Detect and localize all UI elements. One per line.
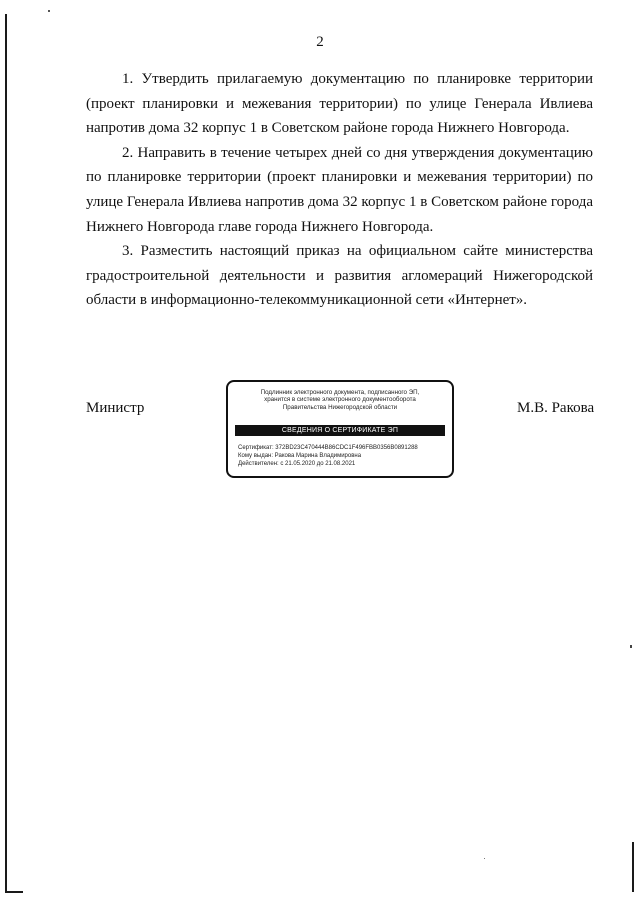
right-margin-line [632, 842, 634, 892]
document-body [86, 67, 593, 313]
electronic-signature-stamp [226, 380, 454, 478]
stamp-validity: Действителен: с 21.05.2020 до 21.08.2021 [238, 461, 356, 467]
scan-speck [630, 645, 632, 648]
left-margin-foot-line [5, 891, 23, 893]
stamp-header-line: хранится в системе электронного документооборота [264, 396, 416, 404]
paragraph-3: 3. Разместить настоящий приказ на официальном сайте министерства градостроительной деятельности и развития агломераций Нижегородской области в информационно-телекоммуникационной сети «Интернет». [86, 243, 593, 309]
page-number: 2 [316, 34, 324, 50]
stamp-certificate: Сертификат: 372BD23C470444B86CDC1F496FBB0356B0891288 [238, 445, 418, 451]
paragraph-2: 2. Направить в течение четырех дней со дня утверждения документацию по планировке территории (проект планировки и межевания территории) по улице Генерала Ивлиева напротив дома 32 корпус 1 в Советском районе города Нижнего Новгорода главе города Нижнего Новгорода. [86, 144, 593, 235]
scan-speck [48, 10, 50, 12]
stamp-header-line: Подлинник электронного документа, подписанного ЭП, [260, 389, 420, 396]
stamp-issued-to: Кому выдан: Ракова Марина Владимировна [238, 453, 362, 459]
signer-role: Министр [86, 400, 145, 416]
stamp-header [232, 389, 448, 411]
stamp-banner: СВЕДЕНИЯ О СЕРТИФИКАТЕ ЭП [235, 425, 445, 436]
scan-speck [484, 858, 485, 859]
signer-name: М.В. Ракова [517, 400, 595, 416]
stamp-header-line: Правительства Нижегородской области [282, 403, 398, 411]
stamp-details [238, 444, 444, 468]
paragraph-1: 1. Утвердить прилагаемую документацию по планировке территории (проект планировки и межевания территории) по улице Генерала Ивлиева напротив дома 32 корпус 1 в Советском районе города Нижнего Новгорода. [86, 71, 593, 137]
left-margin-line [5, 14, 7, 892]
